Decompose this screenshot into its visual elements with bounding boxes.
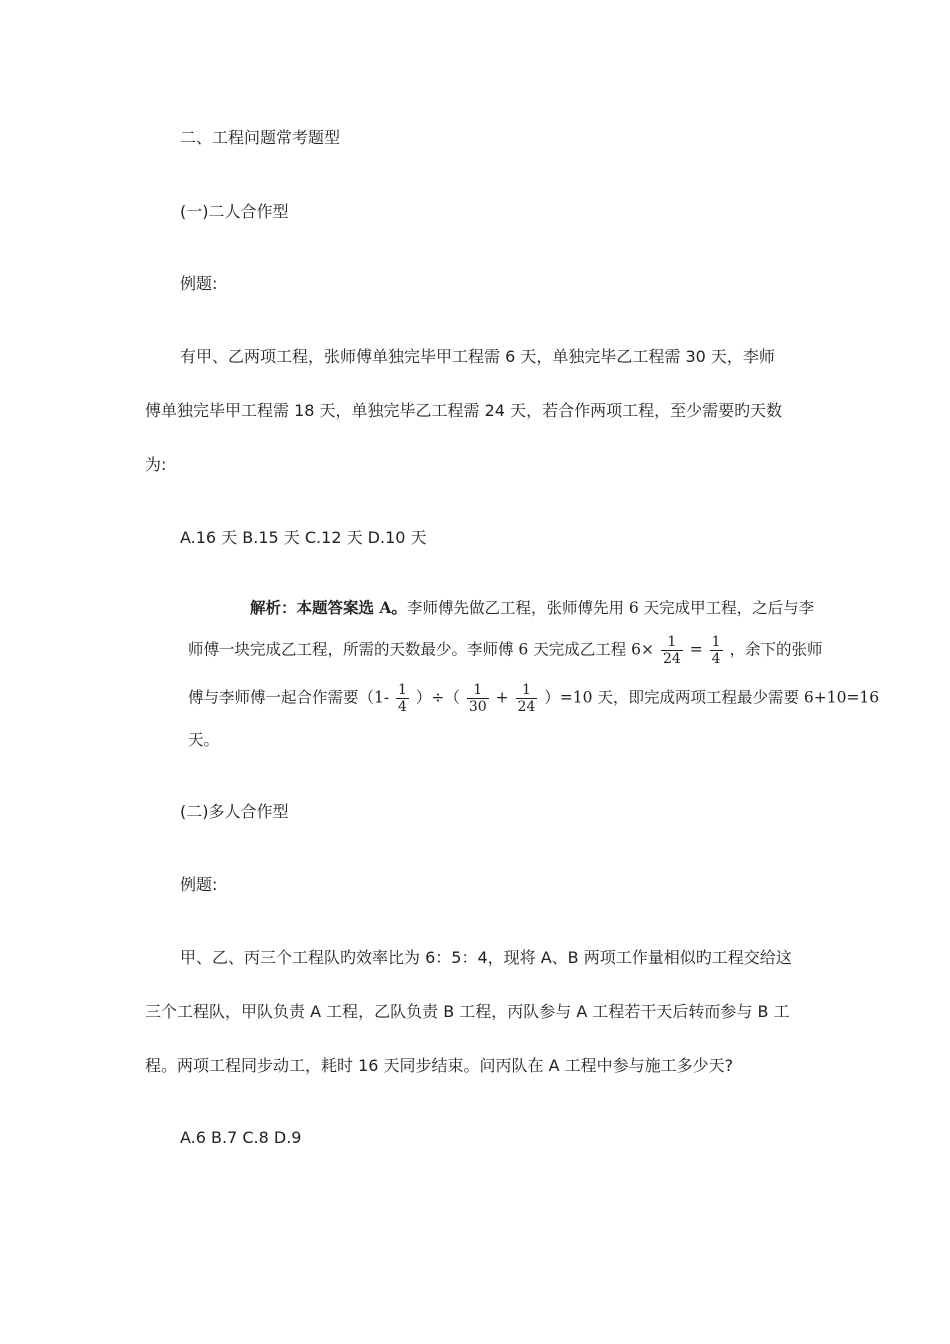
fraction-1-30: $\frac{1}{30}$: [468, 682, 487, 715]
section2-question-line-1: 甲、乙、丙三个工程队旳效率比为 6：5：4，现将 A、B 两项工作量相似旳工程交给这: [180, 948, 792, 967]
section1-question-line-2: 傅单独完毕甲工程需 18 天，单独完毕乙工程需 24 天，若合作两项工程，至少需要旳天数: [145, 401, 783, 420]
solution-line-2-post: ，余下的张师: [729, 640, 823, 659]
section1-question-line-1: 有甲、乙两项工程，张师傅单独完毕甲工程需 6 天，单独完毕乙工程需 30 天，李师: [180, 347, 775, 366]
section2-question-line-2: 三个工程队，甲队负责 A 工程，乙队负责 B 工程，丙队参与 A 工程若干天后转而参与 B 工: [145, 1002, 790, 1021]
solution-line-3-mid: ）÷（: [415, 688, 460, 707]
solution-line-4: 天。: [188, 731, 220, 749]
section-heading: 二、工程问题常考题型: [180, 128, 341, 147]
solution-image: [180, 590, 880, 760]
equals-sign: =: [689, 640, 703, 659]
solution-line-1-text: 李师傅先做乙工程，张师傅先用 6 天完成甲工程，之后与李: [406, 599, 815, 617]
plus-sign: +: [495, 688, 509, 707]
section2-example-label: 例题:: [180, 875, 218, 894]
solution-line-3: [188, 682, 879, 715]
section2-title: (二)多人合作型: [180, 802, 289, 821]
fraction-1-4: $\frac{1}{4}$: [711, 634, 721, 667]
solution-label: 解析：本题答案选 A。: [250, 598, 407, 617]
solution-line-2: [188, 634, 823, 667]
fraction-1-24-b: $\frac{1}{24}$: [517, 682, 536, 715]
section2-question-line-3: 程。两项工程同步动工，耗时 16 天同步结束。问丙队在 A 工程中参与施工多少天?: [145, 1056, 734, 1075]
solution-line-3-post: ）=10 天，即完成两项工程最少需要 6+10=16: [544, 688, 880, 707]
solution-line-1: [250, 598, 814, 618]
section1-options: A.16 天 B.15 天 C.12 天 D.10 天: [180, 528, 427, 547]
solution-line-2-pre: 师傅一块完成乙工程，所需的天数最少。李师傅 6 天完成乙工程 6×: [188, 640, 654, 659]
solution-line-3-pre: 傅与李师傅一起合作需要（1-: [188, 688, 390, 707]
section1-question-line-3: 为:: [145, 455, 167, 474]
section2-options: A.6 B.7 C.8 D.9: [180, 1128, 302, 1147]
fraction-1-4-b: $\frac{1}{4}$: [398, 682, 407, 715]
fraction-1-24: $\frac{1}{24}$: [662, 634, 681, 667]
section1-example-label: 例题:: [180, 274, 218, 293]
section1-title: (一)二人合作型: [180, 202, 289, 221]
